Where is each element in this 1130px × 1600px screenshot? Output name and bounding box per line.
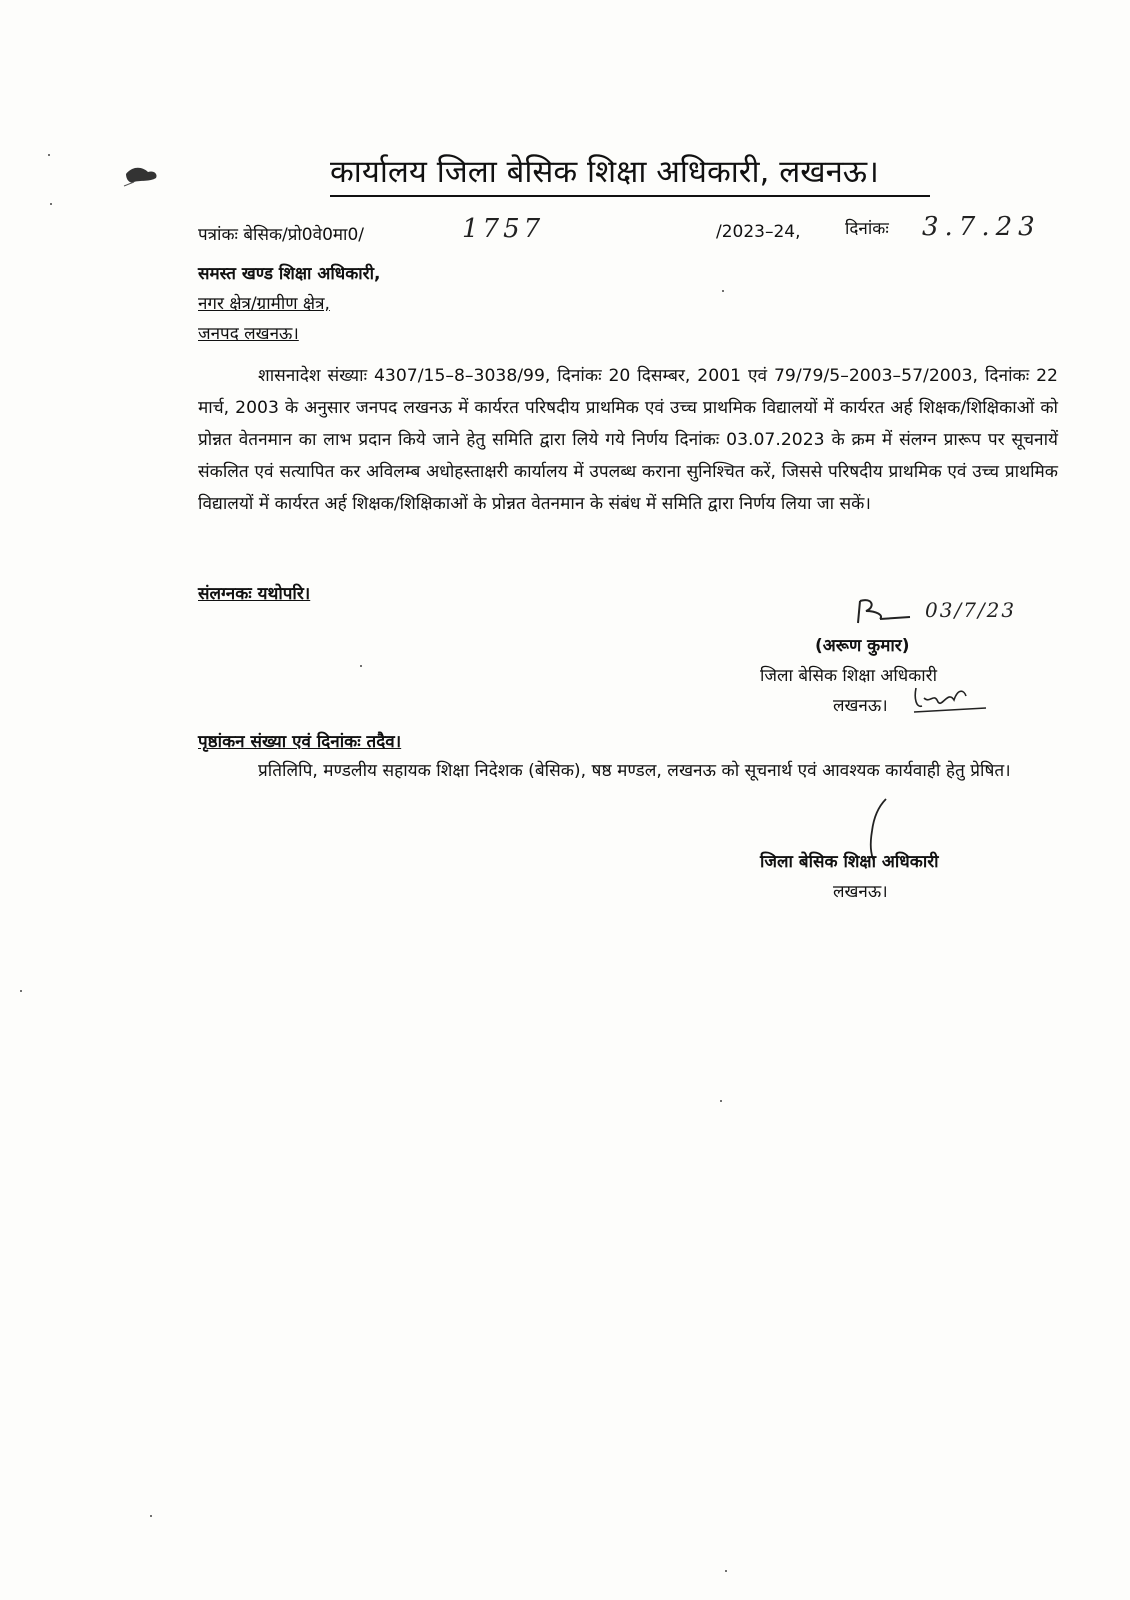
scan-speck [360,665,362,667]
endorsement-paragraph: प्रतिलिपि, मण्डलीय सहायक शिक्षा निदेशक (बेसिक), षष्ठ मण्डल, लखनऊ को सूचनार्थ एवं आवश्यक कार्यवाही हेतु प्रेषित। [258,761,1011,781]
endorsement-designation: जिला बेसिक शिक्षा अधिकारी [760,852,939,872]
body-paragraph: शासनादेश संख्याः 4307/15–8–3038/99, दिनांकः 20 दिसम्बर, 2001 एवं 79/79/5–2003–57/2003, दिनांकः 22 मार्च, 2003 के अनुसार जनपद लखनऊ में कार्यरत परिषदीय प्राथमिक एवं उच्च प्राथमिक विद्यालयों में कार्यरत अर्ह शिक्षक/शिक्षिकाओं को प्रोन्नत वेतनमान का लाभ प्रदान किये जाने हेतु समिति द्वारा लिये गये निर्णय दिनांकः 03.07.2023 के क्रम में संलग्न प्रारूप पर सूचनायें संकलित एवं सत्यापित कर अविलम्ब अधोहस्ताक्षरी कार्यालय में उपलब्ध कराना सुनिश्चित करें, जिससे परिषदीय प्राथमिक एवं उच्च प्राथमिक विद्यालयों में कार्यरत अर्ह शिक्षक/शिक्षिकाओं के प्रोन्नत वेतनमान के संबंध में समिति द्वारा निर्णय लिया जा सकें। [198,366,1058,514]
signatory-designation: जिला बेसिक शिक्षा अधिकारी [760,666,938,686]
signature-scribble [850,595,920,629]
scan-speck [720,1100,722,1102]
addressee-line-2: नगर क्षेत्र/ग्रामीण क्षेत्र, [198,294,330,314]
scan-speck [50,203,52,205]
ink-blot [120,160,164,190]
date-handwritten: 3.7.23 [922,212,1041,242]
scan-speck [20,990,22,992]
endorsement-place: लखनऊ। [833,882,888,902]
addressee-line-1: समस्त खण्ड शिक्षा अधिकारी, [198,264,381,284]
addressee-line-3: जनपद लखनऊ। [198,324,299,344]
date-label: दिनांकः [845,219,889,239]
signatory-name: (अरूण कुमार) [815,636,910,656]
scan-speck [725,1570,727,1572]
signatory-place: लखनऊ। [833,696,888,716]
letter-year: /2023–24, [716,222,801,242]
initials-scribble [910,682,990,716]
scan-speck [722,290,724,292]
letter-number-label: पत्रांकः बेसिक/प्रो0वे0मा0/ [198,225,364,245]
letter-number-handwritten: 1757 [462,214,545,244]
signature-handwritten-date: 03/7/23 [925,598,1017,622]
endorsement-heading: पृष्ठांकन संख्या एवं दिनांकः तदैव। [198,732,402,752]
enclosure-note: संलग्नकः यथोपरि। [198,584,311,604]
office-title: कार्यालय जिला बेसिक शिक्षा अधिकारी, लखनऊ। [330,152,930,197]
scan-speck [48,154,50,156]
scan-speck [150,1515,152,1517]
